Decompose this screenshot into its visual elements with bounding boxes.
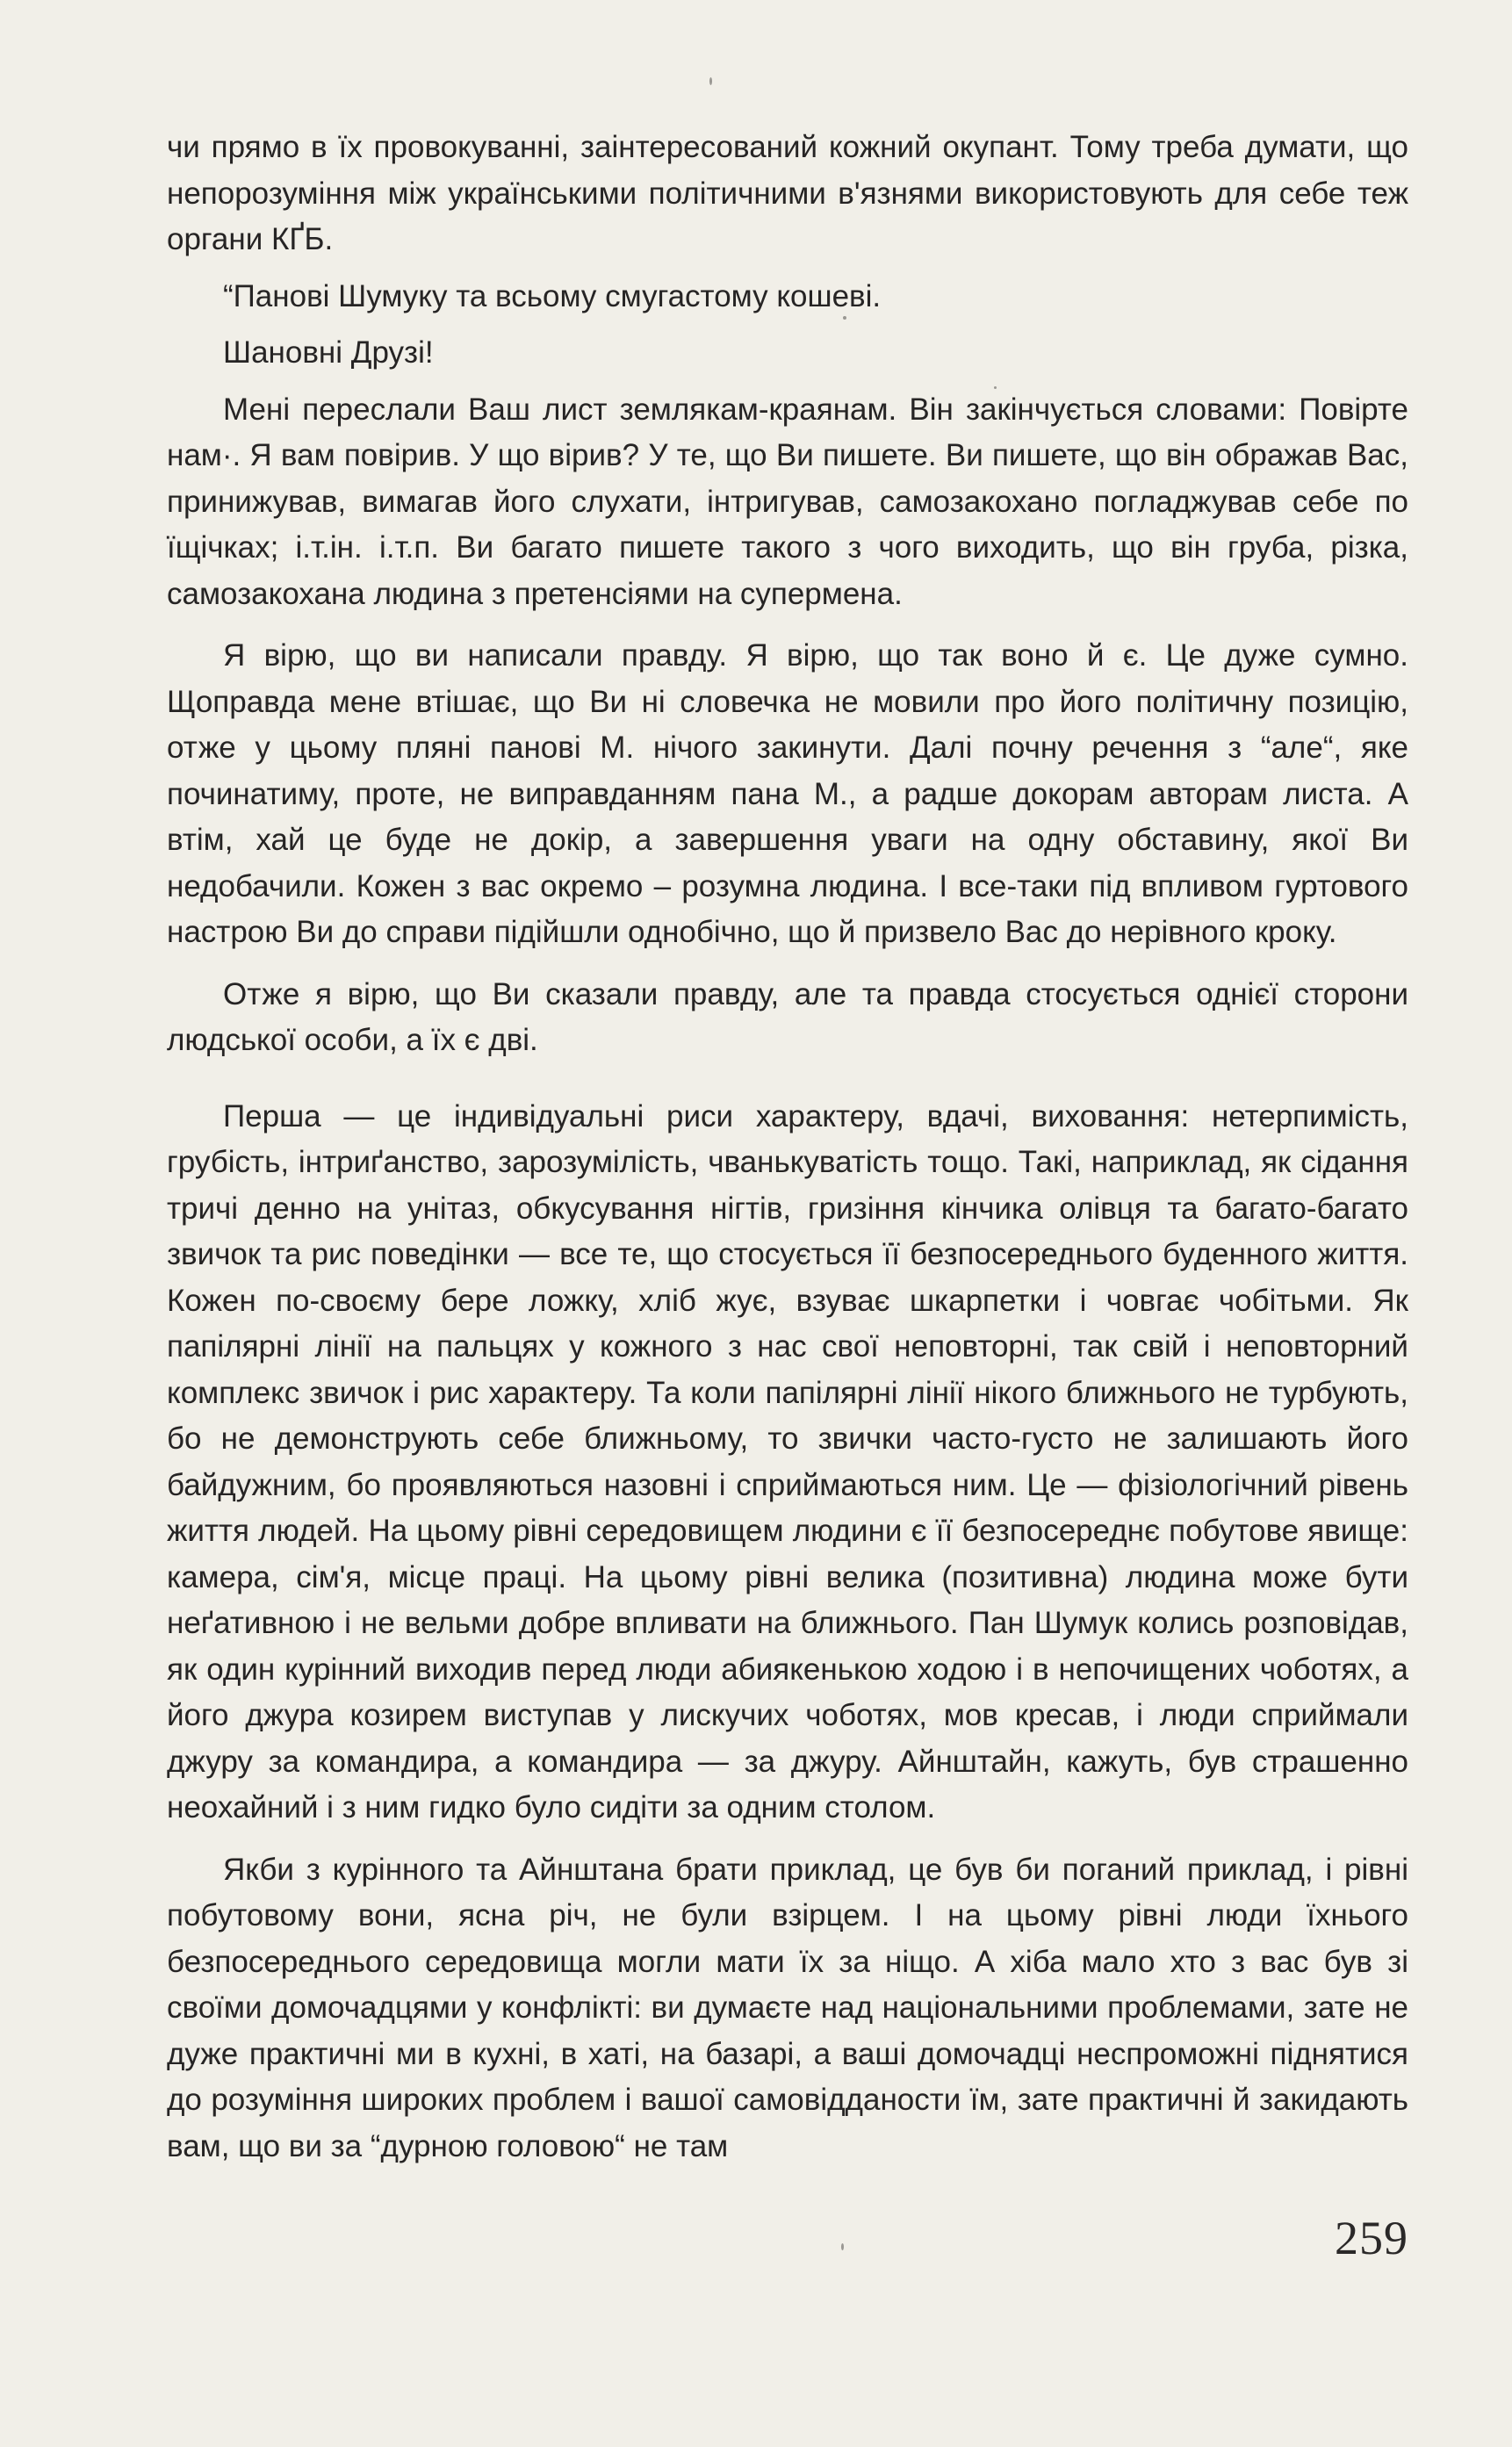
letter-address: “Панові Шумуку та всьому смугастому кошеві. [223,278,882,313]
paragraph: Якби з курінного та Айнштана брати приклад, це був би поганий приклад, і рівні побутовому вони, ясна річ, не були взірцем. І на цьому рівні люди їхнього безпосереднього середовища могли мати їх за ніщо. А хіба мало хто з вас був зі своїми домочадцями у конфлікті: ви думаєте над національними проблемами, зате не дуже практичні ми в кухні, в хаті, на базарі, а ваші домочадці неспроможні піднятися до розуміння широких проблем і вашої самовідданости їм, зате практичні й закидають вам, що ви за “дурною головою“ не там [167,1852,1408,2163]
paragraph: Я вірю, що ви написали правду. Я вірю, що так воно й є. Це дуже сумно. Щоправда мене втішає, що Ви ні словечка не мовили про його політичну позицію, отже у цьому пляні панові М. нічого закинути. Далі почну речення з “але“, яке починатиму, проте, не виправданням пана М., а радше докорам авторам листа. А втім, хай це буде не докір, а завершення уваги на одну обставину, якої Ви недобачили. Кожен з вас окремо – розумна людина. І все-таки під впливом гуртового настрою Ви до справи підійшли однобічно, що й призвело Вас до нерівного кроку. [167,638,1408,949]
paragraph: Мені переслали Ваш лист землякам-краянам. Він закінчується словами: Повірте нам·. Я вам повірив. У що вірив? У те, що Ви пишете. Ви пишете, що він ображав Вас, принижував, вимагав його слухати, інтригував, самозакохано погладжував себе по їщічках; і.т.ін. і.т.п. Ви багато пишете такого з чого виходить, що він груба, різка, самозакохана людина з претенсіями на супермена. [167,392,1408,611]
page-number: 259 [1335,2212,1408,2264]
paper-speck [841,2243,844,2250]
paragraph: Перша — це індивідуальні риси характеру, вдачі, виховання: нетерпимість, грубість, інтриґанство, зарозумілість, чванькуватість тощо. Такі, наприклад, як сідання тричі денно на унітаз, обкусування нігтів, гризіння кінчика олівця та багато-багато звичок та рис поведінки — все те, що стосується її безпосереднього буденного життя. Кожен по-своєму бере ложку, хліб жує, взуває шкарпетки і човгає чобітьми. Як папілярні лінії на пальцях у кожного з нас свої неповторні, так свій і неповторний комплекс звичок і рис характеру. Та коли папілярні лінії нікого ближнього не турбують, бо не демонструють себе ближньому, то звички часто-густо не залишають його байдужним, бо проявляються назовні і сприймаються ним. Це — фізіологічний рівень життя людей. На цьому рівні середовищем людини є її безпосереднє побутове явище: камера, сім'я, місце праці. На цьому рівні велика (позитивна) людина може бути неґативною і не вельми добре впливати на ближнього. Пан Шумук колись розповідав, як один курінний виходив перед люди абиякенькою ходою і в непочищених чоботях, а його джура козирем виступав у лискучих чоботях, мов кресав, і люди сприймали джуру за командира, а командира — за джуру. Айнштайн, кажуть, був страшенно неохайний і з ним гидко було сидіти за одним столом. [167,1098,1408,1824]
letter-salutation: Шановні Друзі! [223,335,434,370]
body-text [167,125,1408,2170]
paragraph-continuation: чи прямо в їх провокуванні, заінтересований кожний окупант. Тому треба думати, що непорозуміння між українськими політичними в'язнями використовують для себе теж органи КҐБ. [167,130,1408,256]
paper-speck [709,77,712,85]
paragraph: Отже я вірю, що Ви сказали правду, але та правда стосується однієї сторони людської особи, а їх є дві. [167,976,1408,1057]
